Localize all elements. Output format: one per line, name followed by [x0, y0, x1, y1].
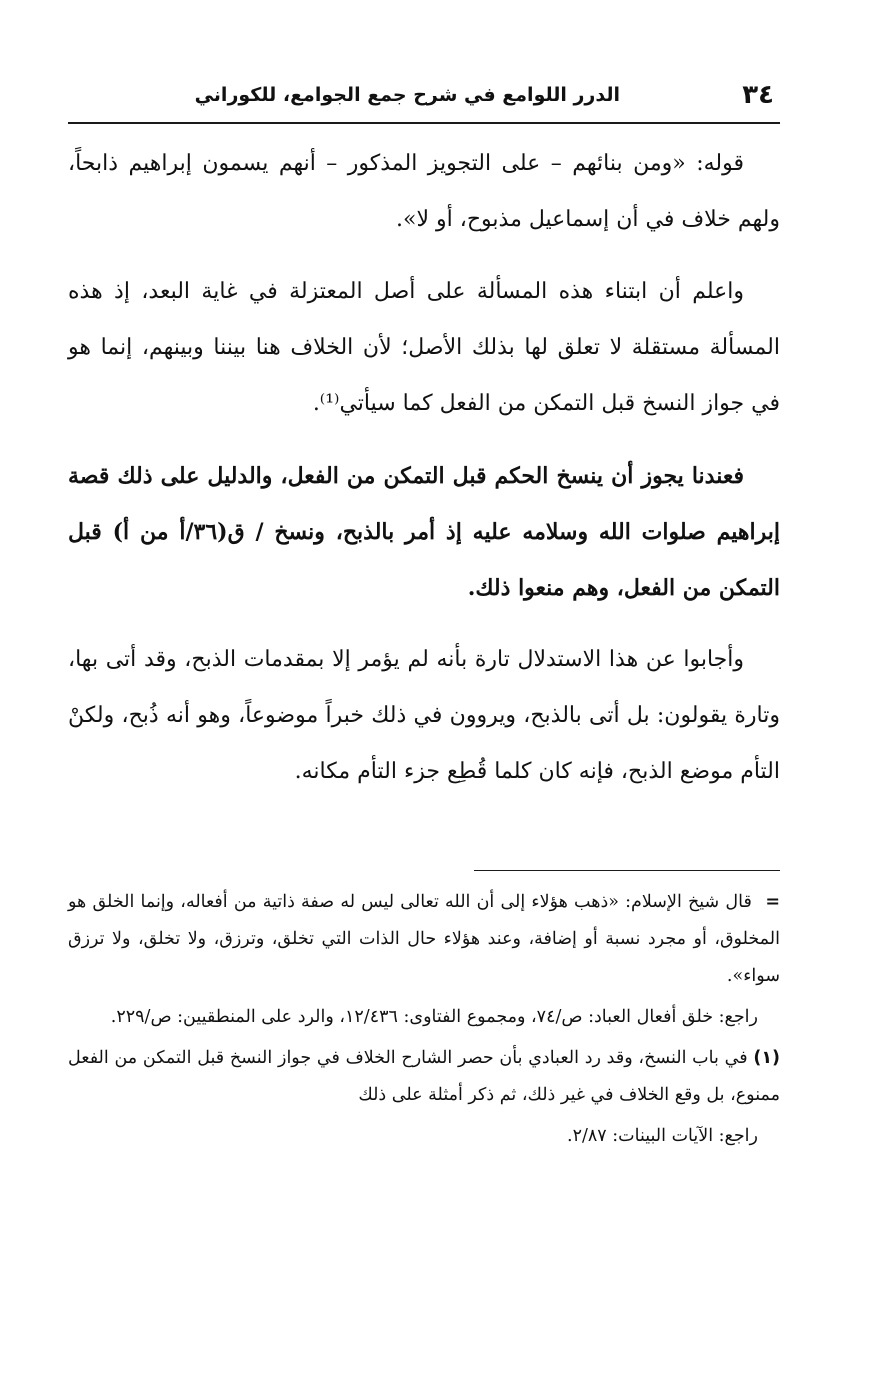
footnote-text: في باب النسخ، وقد رد العبادي بأن حصر الشارح الخلاف في جواز النسخ قبل التمكن من الفعل ممنوع، بل وقع الخلاف في غير ذلك، ثم ذكر أمثلة على ذلك	[68, 1048, 780, 1105]
main-text	[68, 136, 780, 816]
footnote-text: قال شيخ الإسلام: «ذهب هؤلاء إلى أن الله تعالى ليس له صفة ذاتية من أفعاله، وإنما الخلق هو المخلوق، أو مجرد نسبة أو إضافة، وعند هؤلاء حال الذات التي تخلق، وترزق، ولا تخلق، ولا ترزق سواء».	[68, 892, 780, 986]
footnote-marker: (١)	[753, 1048, 780, 1068]
paragraph-commentary: واعلم أن ابتناء هذه المسألة على أصل المعتزلة في غاية البعد، إذ هذه المسألة مستقلة لا تعلق لها بذلك الأصل؛ لأن الخلاف هنا بيننا وبينهم، إنما هو في جواز النسخ قبل التمكن من الفعل كما سيأتي⁽¹⁾.	[68, 279, 780, 416]
running-title: الدرر اللوامع في شرح جمع الجوامع، للكوراني	[194, 84, 620, 106]
footnote-separator	[474, 870, 780, 871]
paragraph-evidence: فعندنا يجوز أن ينسخ الحكم قبل التمكن من الفعل، والدليل على ذلك قصة إبراهيم صلوات الله وسلامه عليه إذ أمر بالذبح، ونسخ / ق(٣٦/أ من أ) قبل التمكن من الفعل، وهم منعوا ذلك.	[68, 463, 780, 601]
footnotes	[68, 884, 780, 1159]
footnote-continuation	[68, 884, 780, 995]
footnote-1	[68, 1040, 780, 1114]
footnote-marker: =	[765, 892, 780, 912]
page-number: ٣٤	[742, 80, 774, 110]
paragraph-quote: قوله: «ومن بنائهم – على التجويز المذكور – أنهم يسمون إبراهيم ذابحاً، ولهم خلاف في أن إسماعيل مذبوح، أو لا».	[68, 151, 780, 232]
footnote-reference: راجع: خلق أفعال العباد: ص/٧٤، ومجموع الفتاوى: ١٢/٤٣٦، والرد على المنطقيين: ص/٢٢٩.	[110, 1007, 758, 1027]
page-header	[68, 78, 780, 124]
footnote-reference: راجع: الآيات البينات: ٢/٨٧.	[567, 1126, 758, 1146]
paragraph-response: وأجابوا عن هذا الاستدلال تارة بأنه لم يؤمر إلا بمقدمات الذبح، وقد أتى بها، وتارة يقولون: بل أتى بالذبح، ويروون في ذلك خبراً موضوعاً، وهو أنه ذُبح، ولكنْ التأم موضع الذبح، فإنه كان كلما قُطِع جزء التأم مكانه.	[68, 647, 780, 784]
